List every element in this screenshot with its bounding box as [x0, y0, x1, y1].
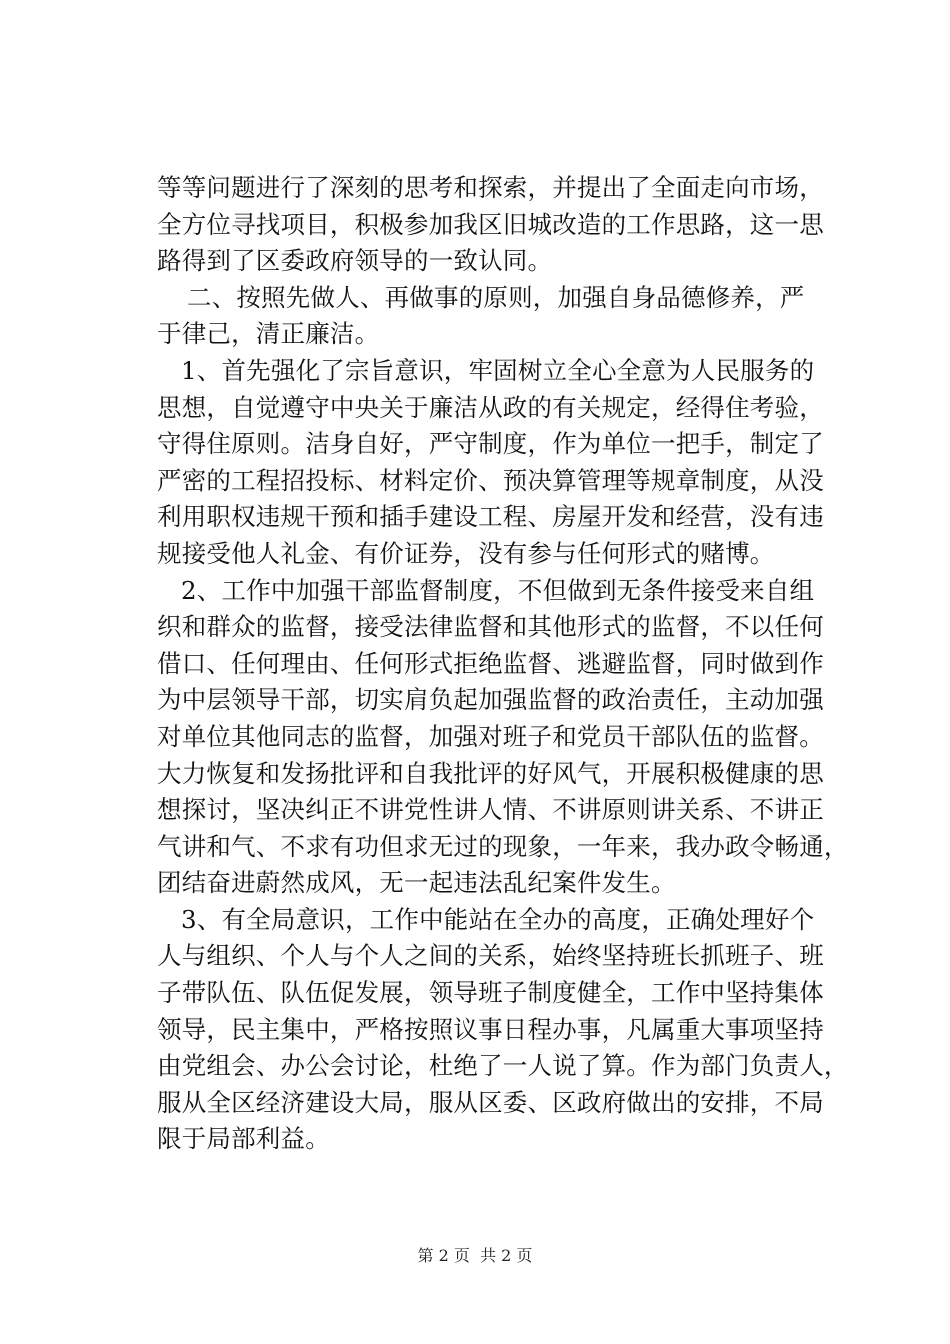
text-line: 借口、任何理由、任何形式拒绝监督、逃避监督，同时做到作 — [157, 648, 824, 678]
text-line: 守得住原则。洁身自好，严守制度，作为单位一把手，制定了 — [157, 429, 824, 459]
text-line: 路得到了区委政府领导的一致认同。 — [157, 246, 553, 276]
text-line: 为中层领导干部，切实肩负起加强监督的政治责任，主动加强 — [157, 685, 824, 715]
text-line: 严密的工程招投标、材料定价、预决算管理等规章制度，从没 — [157, 465, 824, 495]
text-line: 规接受他人礼金、有价证券，没有参与任何形式的赌博。 — [157, 538, 775, 568]
text-line: 大力恢复和发扬批评和自我批评的好风气，开展积极健康的思 — [157, 758, 824, 788]
document-body — [157, 170, 849, 1158]
text-line: 对单位其他同志的监督，加强对班子和党员干部队伍的监督。 — [157, 721, 824, 751]
text-line: 服从全区经济建设大局，服从区委、区政府做出的安排，不局 — [157, 1087, 824, 1117]
text-line: 全方位寻找项目，积极参加我区旧城改造的工作思路，这一思 — [157, 209, 824, 239]
text-line: 子带队伍、队伍促发展，领导班子制度健全，工作中坚持集体 — [157, 978, 824, 1008]
text-line: 限于局部利益。 — [157, 1124, 330, 1154]
text-line: 想探讨，坚决纠正不讲党性讲人情、不讲原则讲关系、不讲正 — [157, 795, 824, 825]
text-line: 于律己，清正廉洁。 — [157, 319, 380, 349]
text-line: 等等问题进行了深刻的思考和探索，并提出了全面走向市场， — [157, 173, 824, 202]
page-footer — [0, 1246, 950, 1266]
text-line: 织和群众的监督，接受法律监督和其他形式的监督，不以任何 — [157, 612, 824, 642]
text-line: 领导，民主集中，严格按照议事日程办事，凡属重大事项坚持 — [157, 1014, 824, 1044]
text-line: 由党组会、办公会讨论，杜绝了一人说了算。作为部门负责人， — [157, 1051, 849, 1081]
text-line: 利用职权违规干预和插手建设工程、房屋开发和经营，没有违 — [157, 502, 824, 532]
text-line: 人与组织、个人与个人之间的关系，始终坚持班长抓班子、班 — [157, 941, 824, 971]
text-line: 二、按照先做人、再做事的原则，加强自身品德修养，严 — [187, 282, 805, 312]
text-line: 3、有全局意识，工作中能站在全办的高度，正确处理好个 — [181, 904, 815, 934]
text-line: 2、工作中加强干部监督制度，不但做到无条件接受来自组 — [181, 575, 815, 605]
text-line: 1、首先强化了宗旨意识，牢固树立全心全意为人民服务的 — [181, 355, 815, 385]
text-line: 思想，自觉遵守中央关于廉洁从政的有关规定，经得住考验， — [157, 392, 824, 422]
text-line: 气讲和气、不求有功但求无过的现象，一年来，我办政令畅通， — [157, 831, 849, 861]
text-line: 团结奋进蔚然成风，无一起违法乱纪案件发生。 — [157, 868, 676, 898]
page-number-label: 第 2 页 共 2 页 — [417, 1246, 533, 1265]
